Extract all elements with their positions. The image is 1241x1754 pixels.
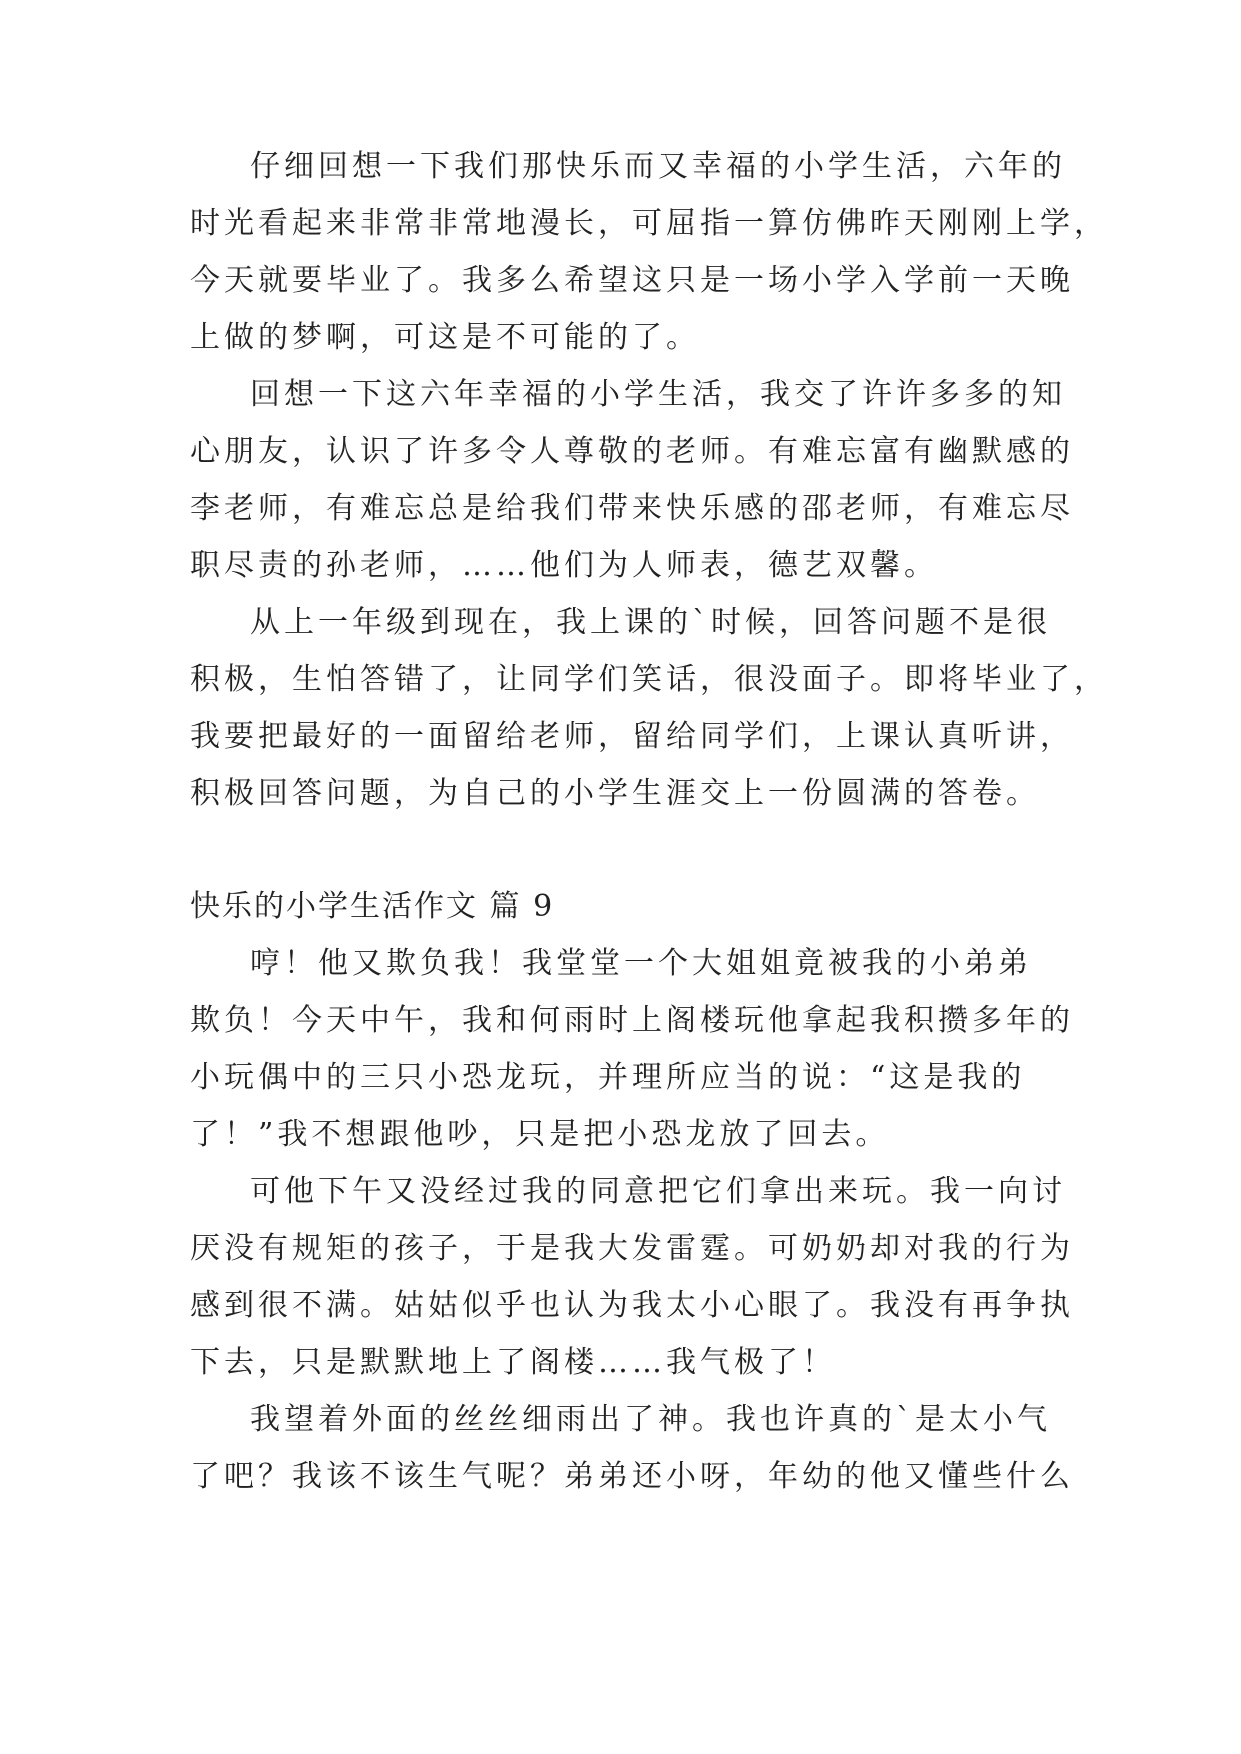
paragraph-line: 我要把最好的一面留给老师，留给同学们，上课认真听讲， bbox=[190, 719, 1074, 754]
paragraph-line: 职尽责的孙老师，……他们为人师表，德艺双馨。 bbox=[190, 548, 938, 583]
paragraph-line: 从上一年级到现在，我上课的`时候，回答问题不是很 bbox=[250, 605, 1051, 640]
paragraph-line: 我望着外面的丝丝细雨出了神。我也许真的`是太小气 bbox=[250, 1402, 1051, 1437]
paragraph-line: 积极回答问题，为自己的小学生涯交上一份圆满的答卷。 bbox=[190, 776, 1040, 811]
paragraph-line: 李老师，有难忘总是给我们带来快乐感的邵老师，有难忘尽 bbox=[190, 491, 1074, 526]
paragraph-line: 感到很不满。姑姑似乎也认为我太小心眼了。我没有再争执 bbox=[190, 1288, 1074, 1323]
paragraph-line: 心朋友，认识了许多令人尊敬的老师。有难忘富有幽默感的 bbox=[190, 434, 1074, 469]
paragraph-line: 回想一下这六年幸福的小学生活，我交了许许多多的知 bbox=[250, 377, 1066, 412]
paragraph-line: 了！”我不想跟他吵，只是把小恐龙放了回去。 bbox=[190, 1117, 890, 1152]
paragraph-line: 厌没有规矩的孩子，于是我大发雷霆。可奶奶却对我的行为 bbox=[190, 1231, 1074, 1266]
paragraph-line: 欺负！今天中午，我和何雨时上阁楼玩他拿起我积攒多年的 bbox=[190, 1003, 1074, 1038]
paragraph-line: 哼！他又欺负我！我堂堂一个大姐姐竟被我的小弟弟 bbox=[250, 946, 1032, 981]
paragraph-line: 仔细回想一下我们那快乐而又幸福的小学生活，六年的 bbox=[250, 149, 1066, 184]
section-heading: 快乐的小学生活作文 篇 9 bbox=[190, 889, 555, 924]
paragraph-line: 小玩偶中的三只小恐龙玩，并理所应当的说：“这是我的 bbox=[190, 1060, 1026, 1095]
paragraph-line: 上做的梦啊，可这是不可能的了。 bbox=[190, 320, 700, 355]
paragraph-line: 时光看起来非常非常地漫长，可屈指一算仿佛昨天刚刚上学， bbox=[190, 206, 1108, 241]
paragraph-line: 积极，生怕答错了，让同学们笑话，很没面子。即将毕业了， bbox=[190, 662, 1108, 697]
paragraph-line: 可他下午又没经过我的同意把它们拿出来玩。我一向讨 bbox=[250, 1174, 1066, 1209]
paragraph-line: 今天就要毕业了。我多么希望这只是一场小学入学前一天晚 bbox=[190, 263, 1074, 298]
paragraph-line: 下去，只是默默地上了阁楼……我气极了！ bbox=[190, 1345, 836, 1380]
paragraph-line: 了吧？我该不该生气呢？弟弟还小呀，年幼的他又懂些什么 bbox=[190, 1459, 1074, 1494]
